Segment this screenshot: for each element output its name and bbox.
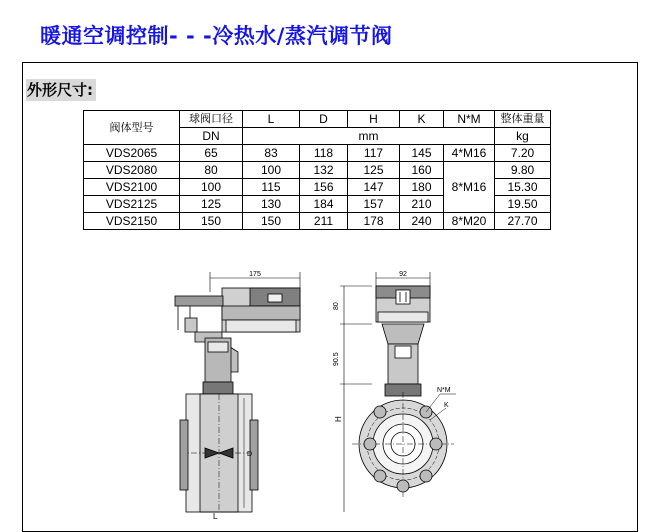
cell-model: VDS2125 — [84, 196, 180, 213]
cell-model: VDS2100 — [84, 179, 180, 196]
cell-H: 157 — [348, 196, 400, 213]
cell-dn: 150 — [180, 213, 243, 230]
header-NM: N*M — [444, 111, 495, 128]
header-H: H — [348, 111, 400, 128]
cell-dn: 125 — [180, 196, 243, 213]
cell-weight: 27.70 — [495, 213, 551, 230]
header-L: L — [243, 111, 300, 128]
cell-H: 178 — [348, 213, 400, 230]
cell-dn: 100 — [180, 179, 243, 196]
dim-height-neck: 90.5 — [333, 352, 340, 366]
header-K: K — [400, 111, 444, 128]
header-kg-unit: kg — [495, 128, 551, 145]
cell-weight: 9.80 — [495, 162, 551, 179]
cell-dn: 65 — [180, 145, 243, 162]
cell-L: 115 — [243, 179, 300, 196]
header-ball-dia: 球阀口径 — [180, 111, 243, 128]
cell-L: 150 — [243, 213, 300, 230]
header-model: 阀体型号 — [84, 111, 180, 145]
cell-model: VDS2065 — [84, 145, 180, 162]
front-view — [333, 271, 456, 512]
cell-L: 83 — [243, 145, 300, 162]
cell-D: 184 — [300, 196, 348, 213]
page-title: 暖通空调控制- - -冷热水/蒸汽调节阀 — [40, 24, 393, 48]
side-view — [175, 271, 300, 521]
header-mm-unit: mm — [243, 128, 495, 145]
dim-label-NM: N*M — [437, 387, 451, 394]
dim-label-L: L — [213, 512, 218, 521]
cell-D: 118 — [300, 145, 348, 162]
cell-weight: 7.20 — [495, 145, 551, 162]
cell-L: 130 — [243, 196, 300, 213]
cell-D: 132 — [300, 162, 348, 179]
cell-K: 160 — [400, 162, 444, 179]
header-dn-unit: DN — [180, 128, 243, 145]
cell-model: VDS2150 — [84, 213, 180, 230]
section-label: 外形尺寸: — [26, 79, 96, 101]
cell-nm: 4*M16 — [444, 145, 495, 162]
dim-width-side: 175 — [249, 271, 261, 278]
cell-model: VDS2080 — [84, 162, 180, 179]
cell-weight: 19.50 — [495, 196, 551, 213]
cell-K: 210 — [400, 196, 444, 213]
header-D: D — [300, 111, 348, 128]
header-weight: 整体重量 — [495, 111, 551, 128]
cell-K: 145 — [400, 145, 444, 162]
cell-nm: 8*M16 — [444, 162, 495, 213]
cell-dn: 80 — [180, 162, 243, 179]
cell-D: 211 — [300, 213, 348, 230]
cell-weight: 15.30 — [495, 179, 551, 196]
dim-label-H: H — [334, 416, 343, 422]
dim-height-actuator: 80 — [333, 302, 340, 310]
dim-label-D: D — [247, 451, 253, 458]
cell-L: 100 — [243, 162, 300, 179]
dim-width-front: 92 — [399, 271, 407, 278]
cell-K: 240 — [400, 213, 444, 230]
cell-H: 125 — [348, 162, 400, 179]
cell-D: 156 — [300, 179, 348, 196]
cell-H: 147 — [348, 179, 400, 196]
dim-label-K: K — [444, 402, 449, 409]
cell-H: 117 — [348, 145, 400, 162]
cell-nm: 8*M20 — [444, 213, 495, 230]
cell-K: 180 — [400, 179, 444, 196]
